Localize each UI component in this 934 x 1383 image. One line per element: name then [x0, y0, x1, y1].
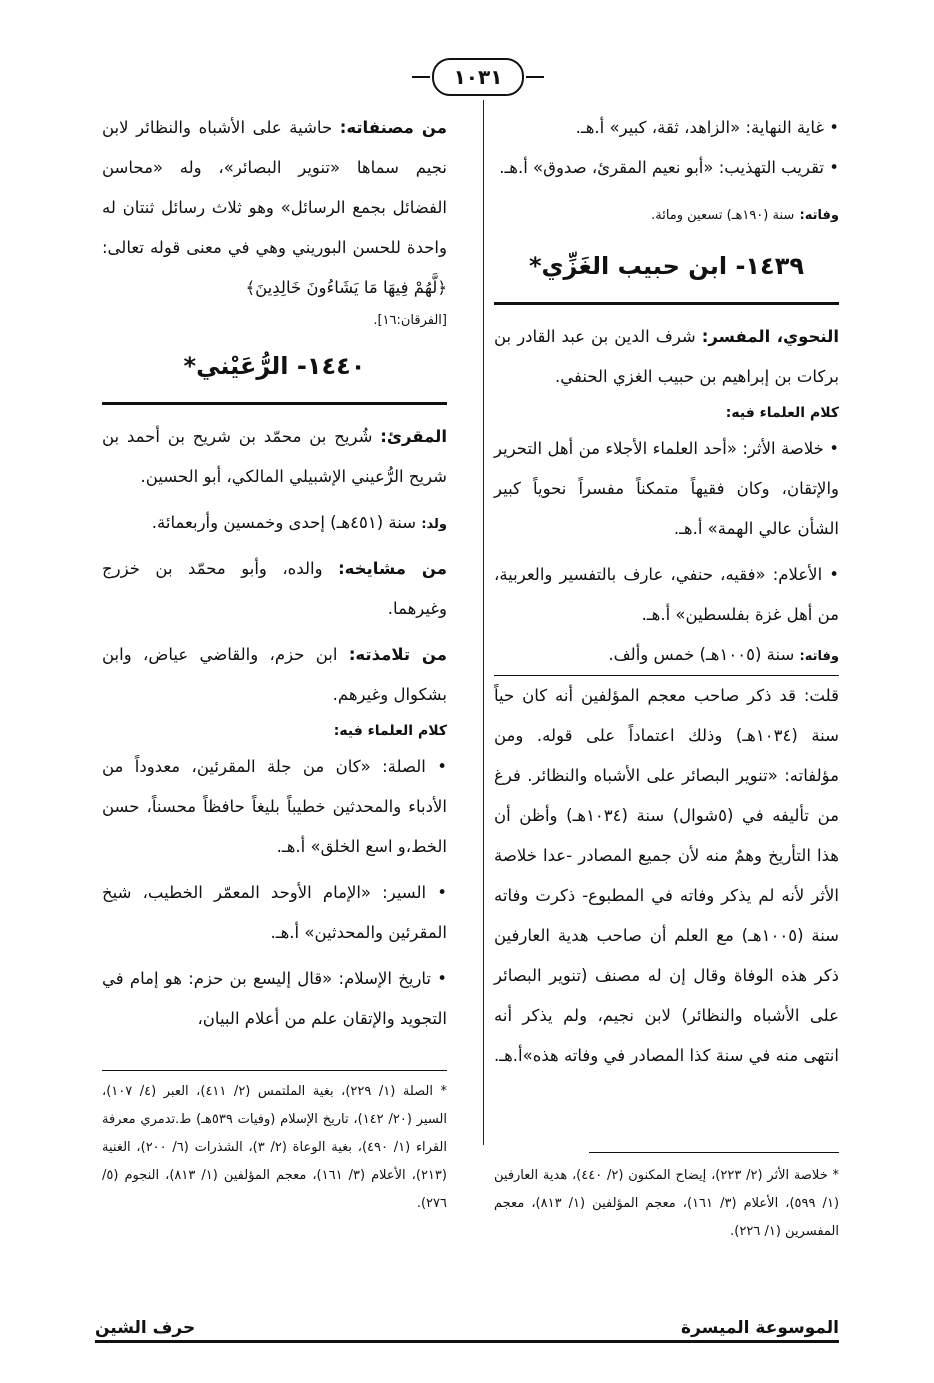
quote-alsila: • الصلة: «كان من جلة المقرئين، معدوداً من الأدباء والمحدثين خطيباً بليغاً حافظاً محسناً، حسن الخط،و اسع الخلق» أ.هـ. — [102, 757, 447, 856]
intro-label: المقرئ: — [380, 427, 447, 446]
entry-rule — [494, 302, 839, 305]
footnote-rule-left — [102, 1070, 447, 1071]
page-footer — [95, 1312, 839, 1343]
footnote-left: * الصلة (١/ ٢٢٩)، بغية الملتمس (٢/ ٤١١)، العبر (٤/ ١٠٧)، السير (٢٠/ ١٤٢)، تاريخ الإسلام (وفيات ٥٣٩هـ) ط.تدمري معرفة القراء (١/ ٤٩٠)، بغية الوعاة (٢/ ٣)، الشذرات (٦/ ٢٠٠)، الغنية (٢١٣)، الأعلام (٣/ ١٦١)، معجم المؤلفين (١/ ٨١٣)، النجوم (٥/ ٢٧٦). — [102, 1084, 447, 1211]
works-label: من مصنفاته: — [339, 118, 447, 137]
intro-text: شُريح بن محمّد بن شريح بن أحمد بن شريح الرُّعيني الإشبيلي المالكي، أبو الحسين. — [102, 427, 447, 486]
column-divider — [483, 100, 484, 1145]
death2-line — [494, 635, 839, 675]
quote-taqrib: • تقريب التهذيب: «أبو نعيم المقرئ، صدوق» أ.هـ. — [499, 158, 839, 177]
quran-reference: [الفرقان:١٦]. — [373, 313, 447, 328]
entry-title-1439: ١٤٣٩- ابن حبيب الغَزِّي* — [528, 252, 804, 280]
students-line — [102, 635, 447, 715]
entry-title-1440: ١٤٤٠- الرُّعَيْني* — [183, 352, 366, 380]
footnote-right: * خلاصة الأثر (٢/ ٢٢٣)، إيضاح المكنون (٢/ ٤٤٠)، هدية العارفين (١/ ٥٩٩)، الأعلام (٣/ ١٦١)، معجم المؤلفين (١/ ٨١٣)، معجم المفسرين (١/ ٢٢٦). — [494, 1168, 840, 1239]
author-note: قلت: قد ذكر صاحب معجم المؤلفين أنه كان حياً سنة (١٠٣٤هـ) وذلك اعتماداً على قوله. ومن مؤلفاته: «تنوير البصائر على الأشباه والنظائر. فرغ من تأليفه في (٥شوال) سنة (١٠٣٤هـ) وأظن أن هذا التأريخ وهمٌ منه لأن جميع المصادر -عدا خلاصة الأثر لأنه لم يذكر وفاته في المطبوع- ذكرت وفاته سنة (١٠٠٥هـ) مع العلم أن صاحب هدية العارفين ذكر هذه الوفاة وقال إن له مصنف (تنوير البصائر على الأشباه والنظائر) لابن نجيم، ولم يذكر أنه انتهى منه في سنة كذا المصادر في وفاته هذه»أ.هـ. — [493, 686, 839, 1065]
footnote-rule-right — [589, 1152, 839, 1153]
birth-text: سنة (٤٥١هـ) إحدى وخمسين وأربعمائة. — [151, 513, 417, 532]
quote-tarikh-alislam: • تاريخ الإسلام: «قال إليسع بن حزم: هو إمام في التجويد والإتقان علم من أعلام البيان، — [102, 969, 447, 1028]
works-text: حاشية على الأشباه والنظائر لابن نجيم سماها «تنوير البصائر»، وله «محاسن الفضائل بجمع الرسائل» وهو ثلاث رسائل ثنتان له واحدة للحسن البوريني وهي في معنى قوله تعالى: ﴿لَّهُمْ فِيهَا مَا يَشَاءُونَ خَالِدِينَ﴾ — [102, 118, 447, 297]
quote-alsiyar: • السير: «الإمام الأوحد المعمّر الخطيب، شيخ المقرئين والمحدثين» أ.هـ. — [102, 883, 447, 942]
students-label: من تلامذته: — [348, 645, 447, 664]
scholars-heading: كلام العلماء فيه: — [333, 723, 447, 739]
teachers-text: والده، وأبو محمّد بن خزرج وغيرهما. — [102, 559, 447, 618]
birth-line — [102, 503, 447, 543]
quote-khulasat-alathar: • خلاصة الأثر: «أحد العلماء الأجلاء من أهل التحرير والإتقان، وكان فقيهاً متمكناً مفسراً نحوياً كبير الشأن عالي الهمة» أ.هـ. — [494, 439, 839, 538]
death-text: سنة (١٩٠هـ) تسعين ومائة. — [651, 208, 795, 223]
works-paragraph — [102, 108, 447, 308]
footer-chapter: حرف الشين — [95, 1318, 203, 1338]
scholars-heading: كلام العلماء فيه: — [725, 405, 839, 421]
birth-label: ولد: — [421, 517, 447, 532]
intro-label: النحوي، المفسر: — [701, 327, 839, 346]
quote-alaalam: • الأعلام: «فقيه، حنفي، عارف بالتفسير والعربية، من أهل غزة بفلسطين» أ.هـ. — [494, 565, 839, 624]
entry-rule — [102, 402, 447, 405]
left-column — [102, 108, 447, 1039]
death2-label: وفاته: — [799, 649, 839, 664]
intro-text: شرف الدين بن عبد القادر بن بركات بن إبراهيم بن حبيب الغزي الحنفي. — [494, 327, 839, 386]
death2-text: سنة (١٠٠٥هـ) خمس وألف. — [608, 645, 795, 664]
right-column — [494, 108, 839, 1076]
students-text: ابن حزم، والقاضي عياض، وابن بشكوال وغيرهم. — [102, 645, 447, 704]
page-number: ١٠٣١ — [432, 58, 524, 96]
entry-intro — [102, 417, 447, 497]
teachers-label: من مشايخه: — [338, 559, 448, 578]
death-line — [494, 194, 839, 234]
entry-intro — [494, 317, 839, 397]
footer-book-title: الموسوعة الميسرة — [673, 1318, 839, 1338]
death-label: وفاته: — [799, 208, 839, 223]
teachers-line — [102, 549, 447, 629]
quote-ghayat-alnihaya: • غاية النهاية: «الزاهد، ثقة، كبير» أ.هـ. — [575, 118, 839, 137]
